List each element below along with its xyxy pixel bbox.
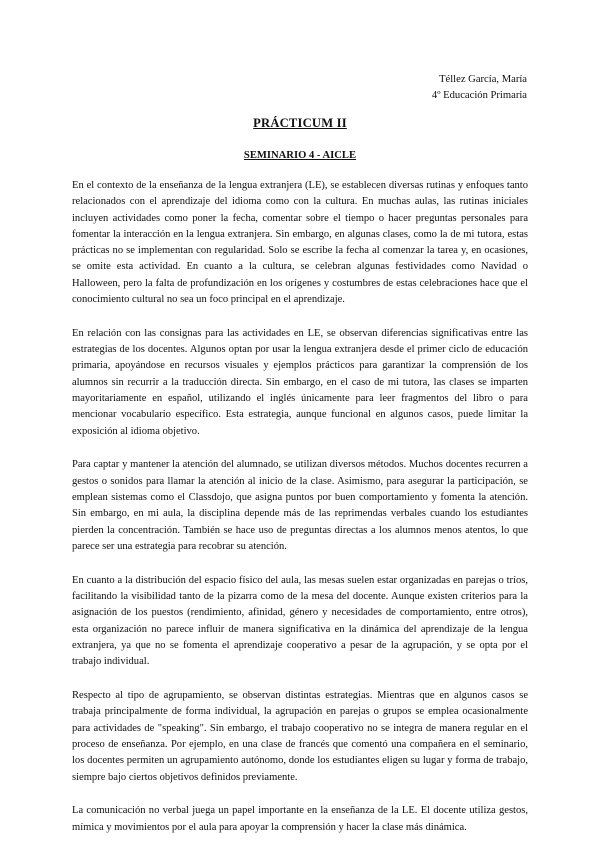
paragraph: En cuanto a la distribución del espacio físico del aula, las mesas suelen estar organizadas en parejas o tríos, facilitando la visibilidad tanto de la pizarra como de la mesa del docente. Aunque existen criterios para la asignación de los puestos (rendimiento, afinidad, género y necesidades de comportamiento, entre otros), esta organización no parece influir de manera significativa en la dinámica del aprendizaje de la lengua extranjera, ya que no se fomenta el aprendizaje cooperativo a pesar de la agrupación, y se opta por el trabajo individual. — [72, 574, 528, 668]
document-subtitle: SEMINARIO 4 - AICLE — [243, 150, 357, 161]
document-body — [72, 178, 528, 853]
paragraph: En el contexto de la enseñanza de la lengua extranjera (LE), se establecen diversas rutinas y enfoques tanto relacionados con el aprendizaje del idioma como con la cultura. En muchas aulas, las rutinas iniciales incluyen actividades como poner la fecha, comentar sobre el tiempo o hacer preguntas personales para fomentar la interacción en la lengua extranjera. Sin embargo, en algunas clases, como la de mi tutora, estas prácticas no se implementan con regularidad. Solo se escribe la fecha al comenzar la tarea y, en ocasiones, se omite esta actividad. En cuanto a la cultura, se celebran algunas festividades como Navidad o Halloween, pero la falta de profundización en los orígenes y costumbres de estas celebraciones hace que el conocimiento cultural no sea un foco principal en el aprendizaje. — [72, 180, 528, 306]
paragraph: Respecto al tipo de agrupamiento, se observan distintas estrategias. Mientras que en algunos casos se trabaja principalmente de forma individual, la agrupación en parejas o grupos se emplea ocasionalmente para actividades de "speaking". Sin embargo, el trabajo cooperativo no se integra de manera regular en el proceso de enseñanza. Por ejemplo, en una clase de francés que comentó una compañera en el seminario, los docentes permiten un agrupamiento autónomo, donde los estudiantes eligen su lugar y forma de trabajo, siempre bajo ciertos objetivos definidos previamente. — [72, 690, 528, 783]
page-header — [432, 72, 527, 104]
paragraph: Para captar y mantener la atención del alumnado, se utilizan diversos métodos. Muchos docentes recurren a gestos o sonidos para llamar la atención al inicio de la clase. Asimismo, para asegurar la participación, se emplean sistemas como el Classdojo, que asigna puntos por buen comportamiento y fomenta la atención. Sin embargo, en mi aula, la disciplina depende más de las reprimendas verbales cuando los estudiantes pierden la concentración. También se hace uso de preguntas directas a los alumnos menos atentos, lo que parece ser una estrategia para recobrar su atención. — [72, 459, 528, 552]
paragraph: La comunicación no verbal juega un papel importante en la enseñanza de la LE. El docente utiliza gestos, mímica y movimientos por el aula para apoyar la comprensión y hacer la clase más dinámica. — [72, 805, 528, 833]
document-title: PRÁCTICUM II — [253, 116, 347, 130]
course-level: 4º Educación Primaria — [431, 90, 527, 101]
author-name: Téllez García, María — [439, 74, 527, 85]
paragraph: En relación con las consignas para las actividades en LE, se observan diferencias significativas entre las estrategias de los docentes. Algunos optan por usar la lengua extranjera desde el primer ciclo de educación primaria, apoyándose en recursos visuales y ejemplos prácticos para garantizar la comprensión de los alumnos sin recurrir a la traducción directa. Sin embargo, en el caso de mi tutora, las clases se imparten mayoritariamente en español, utilizando el inglés únicamente para leer fragmentos del libro o para mencionar vocabulario específico. Esta estrategia, aunque funcional en algunos casos, puede limitar la exposición al idioma objetivo. — [72, 327, 528, 437]
